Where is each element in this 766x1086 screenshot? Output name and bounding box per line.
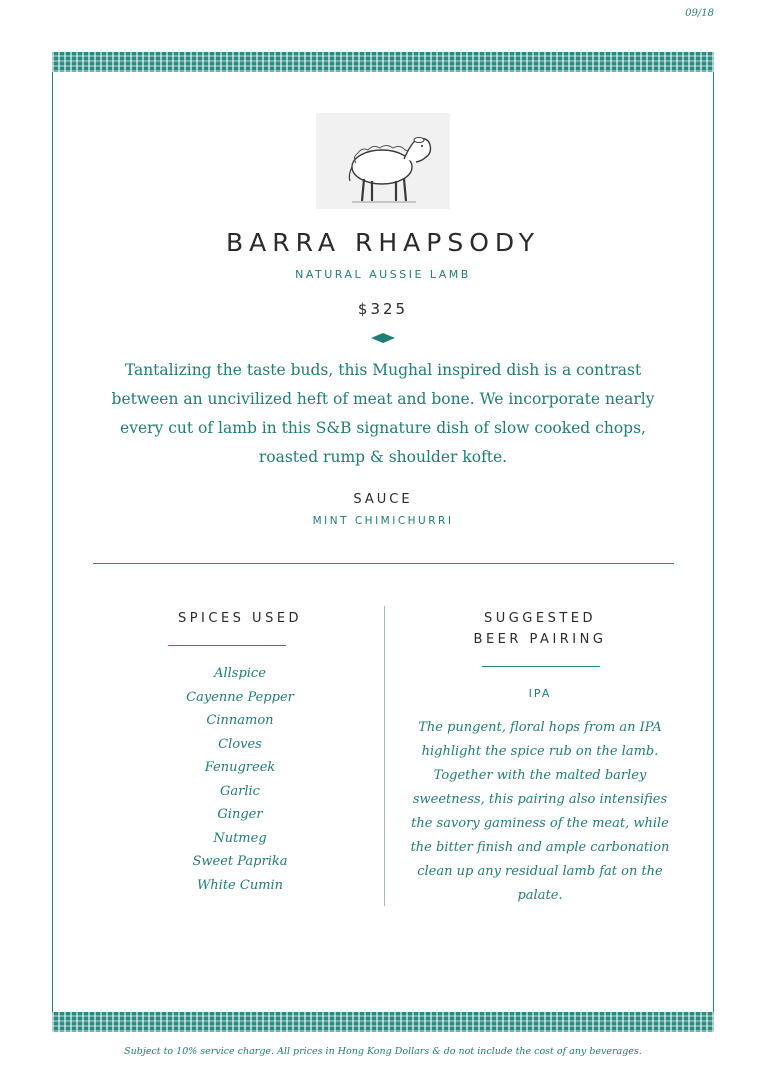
beer-heading-line-2: BEER PAIRING <box>473 632 607 647</box>
diamond-ornament-icon <box>371 333 395 343</box>
spice-item: Garlic <box>220 783 260 799</box>
column-divider <box>384 606 385 906</box>
beer-pairing-heading <box>410 608 670 650</box>
dish-subtitle: NATURAL AUSSIE LAMB <box>295 268 471 281</box>
spice-item: Fenugreek <box>204 760 276 775</box>
spice-item: Allspice <box>214 666 266 681</box>
spice-item: Cloves <box>218 736 262 752</box>
page-number: 09/18 <box>685 8 714 19</box>
beer-description: The pungent, floral hops from an IPA highlight the spice rub on the lamb. Together with the malted barley sweetness, this pairing also intensifies the savory gaminess of the meat, while the bitter finish and ample carbonation clean up any residual lamb fat on the palate. <box>410 720 670 903</box>
spice-item: Sweet Paprika <box>192 854 288 869</box>
spice-item: Cayenne Pepper <box>186 689 294 705</box>
spice-item: White Cumin <box>196 877 284 893</box>
dish-price: $325 <box>357 300 409 318</box>
beer-heading-rule <box>482 666 600 667</box>
footer-note: Subject to 10% service charge. All prices in Hong Kong Dollars & do not include the cost of any beverages. <box>124 1046 642 1057</box>
spice-item: Cinnamon <box>206 713 274 728</box>
dish-title: BARRA RHAPSODY <box>225 228 541 257</box>
sauce-heading: SAUCE <box>353 492 413 507</box>
bottom-border-band <box>52 1012 714 1032</box>
top-border-band <box>52 52 714 72</box>
spice-item: Ginger <box>217 807 263 822</box>
right-frame-line <box>713 72 714 1012</box>
beer-name: IPA <box>528 687 552 700</box>
section-divider <box>93 563 674 564</box>
sheep-icon <box>316 113 450 209</box>
spices-heading-rule <box>168 645 286 646</box>
sauce-value: MINT CHIMICHURRI <box>312 515 454 527</box>
spice-item: Nutmeg <box>213 830 267 846</box>
dish-description: Tantalizing the taste buds, this Mughal inspired dish is a contrast between an uncivilized heft of meat and bone. We incorporate nearly every cut of lamb in this S&B signature dish of slow cooked chops, roasted rump & shoulder kofte. <box>111 361 655 466</box>
spice-list <box>110 662 370 897</box>
left-frame-line <box>52 72 53 1012</box>
beer-heading-line-1: SUGGESTED <box>483 611 597 626</box>
spices-heading: SPICES USED <box>177 611 303 626</box>
